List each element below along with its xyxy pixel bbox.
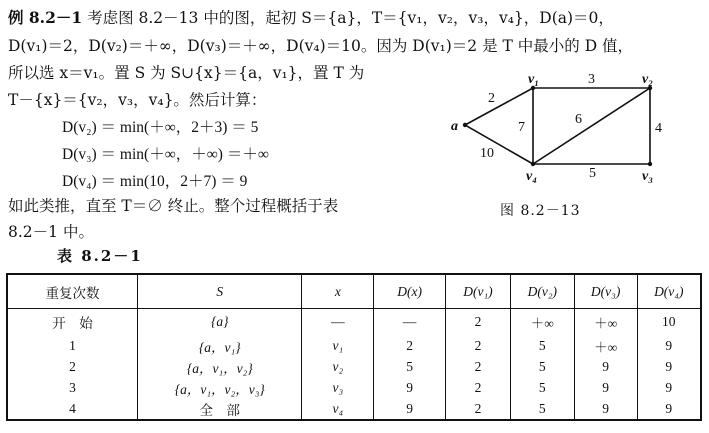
- node-label-v2: v₂: [642, 72, 654, 87]
- cell-x: v₂: [302, 356, 374, 377]
- node-label-v1: v₁: [528, 72, 540, 87]
- header-iteration: 重复次数: [7, 274, 138, 309]
- edge-weight-v1-v4: 7: [518, 120, 525, 135]
- edge-weight-v4-v3: 5: [589, 166, 596, 181]
- figure-caption: 图 8.2－13: [500, 203, 581, 219]
- paragraph-line-3: 所以选 x＝v₁。置 S 为 S∪{x}＝{a，v₁}，置 T 为: [8, 64, 365, 82]
- node-v4: [531, 162, 535, 166]
- graph-figure: [445, 70, 685, 185]
- paragraph-text-1: 考虑图 8.2－13 中的图，起初 S＝{a}，T＝{v₁，v₂，v₃，v₄}，D(a)＝0，: [87, 9, 614, 27]
- edge-weight-v4-v2: 6: [575, 112, 582, 127]
- node-label-a: a: [451, 119, 458, 134]
- cell-dv2: 5: [510, 356, 574, 377]
- cell-dv1: 2: [446, 335, 511, 356]
- cell-dx: 9: [374, 398, 446, 420]
- node-a: [463, 123, 467, 127]
- table-header-row: [7, 274, 701, 309]
- example-label: 例 8.2－1: [8, 8, 83, 27]
- edge-v4-v2: [533, 88, 650, 164]
- header-dx: D(x): [374, 274, 446, 309]
- cell-dv4: 9: [637, 335, 701, 356]
- paragraph-line-2: D(v₁)＝2，D(v₂)＝＋∞，D(v₃)＝＋∞，D(v₄)＝10。因为 D(v₁)＝2 是 T 中最小的 D 值，: [8, 37, 634, 55]
- cell-dv4: 9: [637, 356, 701, 377]
- cell-dv2: 5: [510, 398, 574, 420]
- node-v3: [648, 162, 652, 166]
- table-row: [7, 398, 701, 420]
- edge-weight-v1-v2: 3: [588, 72, 595, 87]
- table-row: [7, 377, 701, 398]
- cell-x: v₃: [302, 377, 374, 398]
- cell-s: {a，v₁}: [138, 335, 302, 356]
- paragraph-line-5: 如此类推，直至 T＝∅ 终止。整个过程概括于表: [8, 197, 339, 215]
- header-s: S: [138, 274, 302, 309]
- table-caption: 表 8.2－1: [57, 247, 143, 265]
- cell-s: {a}: [138, 309, 302, 336]
- paragraph-line-1: [8, 8, 614, 28]
- cell-iteration: 4: [7, 398, 138, 420]
- equation-2: D(v₃) ＝ min(＋∞，＋∞) ＝＋∞: [62, 146, 269, 163]
- cell-dx: 2: [374, 335, 446, 356]
- equation-1: D(v₂) ＝ min(＋∞，2＋3) ＝ 5: [62, 119, 259, 136]
- cell-dv3: 9: [574, 356, 637, 377]
- cell-dv2: 5: [510, 377, 574, 398]
- cell-dx: —: [374, 309, 446, 336]
- cell-x: —: [302, 309, 374, 336]
- cell-dv1: 2: [446, 398, 511, 420]
- cell-dv3: ＋∞: [574, 335, 637, 356]
- table-row: [7, 356, 701, 377]
- cell-dv1: 2: [446, 377, 511, 398]
- cell-dv4: 9: [637, 377, 701, 398]
- header-dv3: D(v₃): [574, 274, 637, 309]
- cell-iteration: 3: [7, 377, 138, 398]
- cell-iteration: 1: [7, 335, 138, 356]
- cell-iteration: 2: [7, 356, 138, 377]
- cell-dv4: 9: [637, 398, 701, 420]
- cell-s: {a，v₁，v₂}: [138, 356, 302, 377]
- cell-s: {a，v₁，v₂，v₃}: [138, 377, 302, 398]
- cell-dx: 9: [374, 377, 446, 398]
- header-x: x: [302, 274, 374, 309]
- paragraph-line-4: T－{x}＝{v₂，v₃，v₄}。然后计算：: [8, 91, 267, 109]
- summary-table: [6, 273, 702, 421]
- cell-x: v₄: [302, 398, 374, 420]
- cell-dv4: 10: [637, 309, 701, 336]
- cell-dv3: 9: [574, 398, 637, 420]
- header-dv4: D(v₄): [637, 274, 701, 309]
- table-row: [7, 335, 701, 356]
- cell-dv1: 2: [446, 356, 511, 377]
- edge-weight-a-v1: 2: [488, 91, 495, 106]
- node-label-v3: v₃: [642, 169, 654, 184]
- edge-weight-v2-v3: 4: [655, 121, 662, 136]
- paragraph-line-6: 8.2－1 中。: [8, 223, 94, 241]
- node-label-v4: v₄: [526, 169, 538, 184]
- cell-dv1: 2: [446, 309, 511, 336]
- cell-dx: 5: [374, 356, 446, 377]
- edge-weight-a-v4: 10: [480, 146, 494, 161]
- table-row: [7, 309, 701, 336]
- cell-dv2: 5: [510, 335, 574, 356]
- cell-dv3: ＋∞: [574, 309, 637, 336]
- header-dv2: D(v₂): [510, 274, 574, 309]
- cell-dv3: 9: [574, 377, 637, 398]
- equation-3: D(v₄) ＝ min(10，2＋7) ＝ 9: [62, 173, 248, 190]
- header-dv1: D(v₁): [446, 274, 511, 309]
- cell-iteration: 开 始: [7, 309, 138, 336]
- cell-x: v₁: [302, 335, 374, 356]
- cell-s: 全 部: [138, 398, 302, 420]
- cell-dv2: ＋∞: [510, 309, 574, 336]
